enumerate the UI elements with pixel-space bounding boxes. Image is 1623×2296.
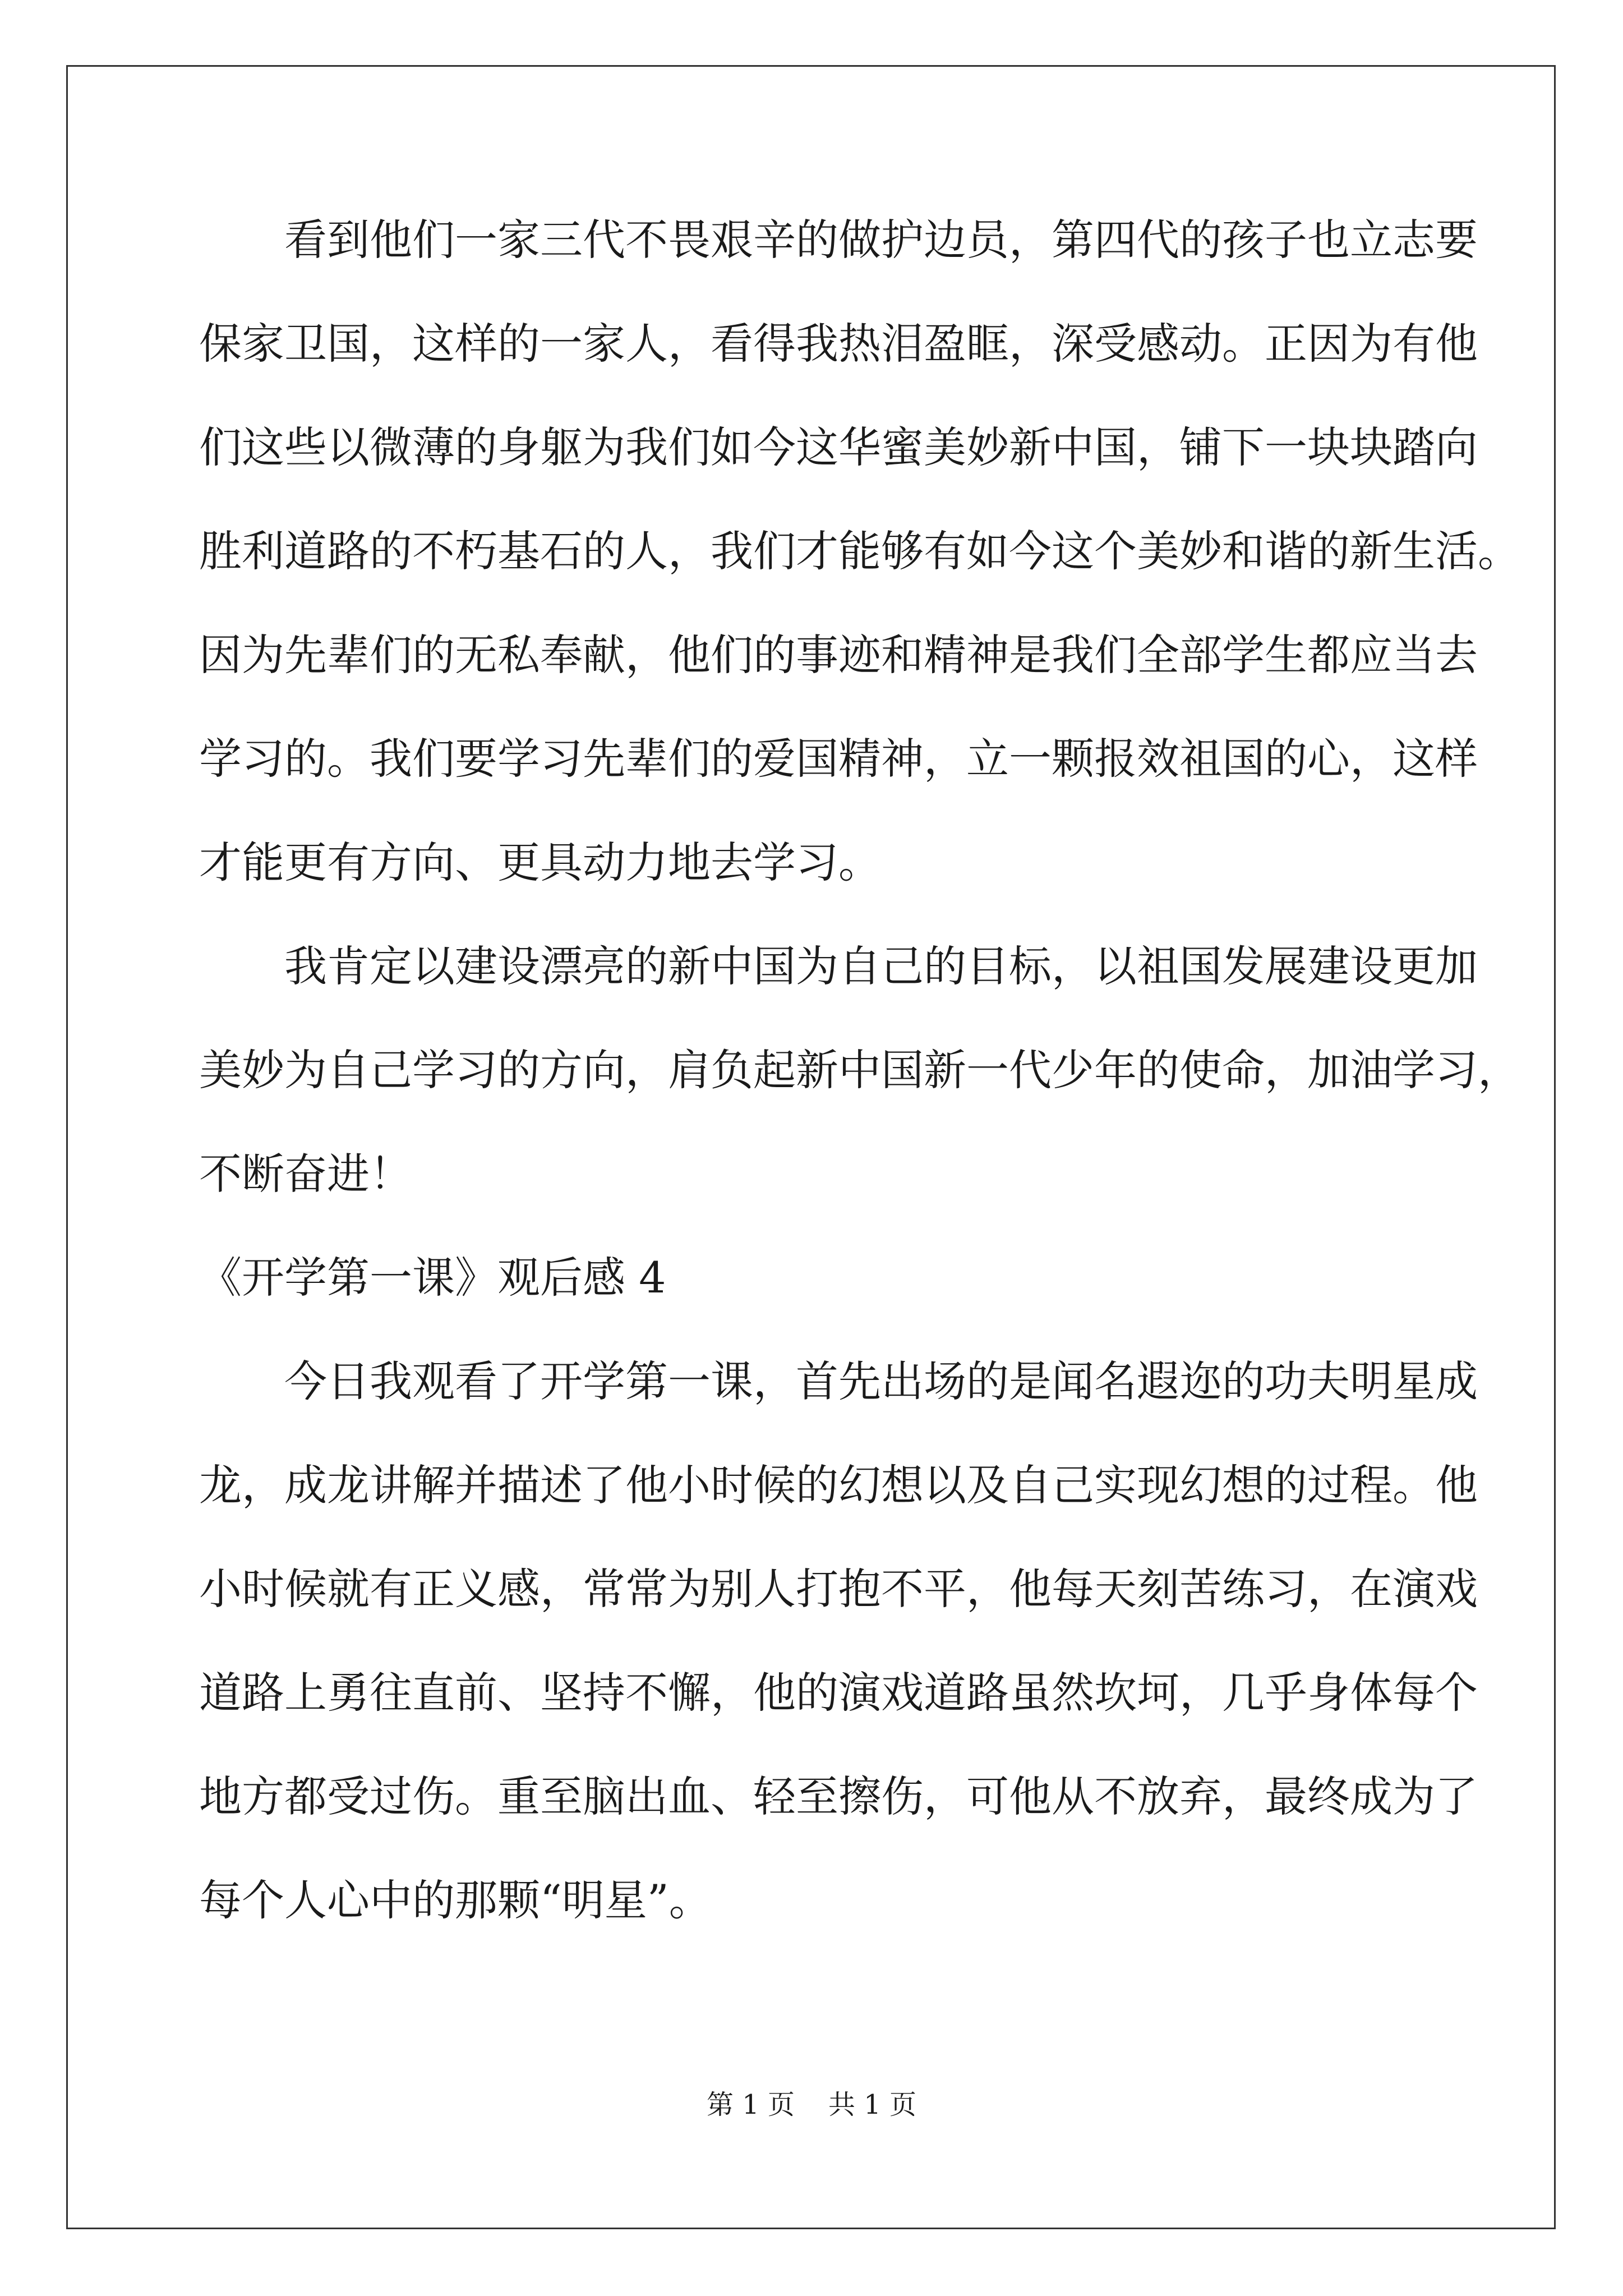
- text-line: 每个人心中的那颗“明星”。: [199, 1875, 712, 1925]
- text-line: 今日我观看了开学第一课，首先出场的是闻名遐迩的功夫明星成: [199, 1356, 1478, 1406]
- text-line: 保家卫国，这样的一家人，看得我热泪盈眶，深受感动。正因为有他: [199, 319, 1478, 369]
- text-line: 胜利道路的不朽基石的人，我们才能够有如今这个美妙和谐的新生活。: [199, 526, 1520, 576]
- text-line: 小时候就有正义感，常常为别人打抱不平，他每天刻苦练习，在演戏: [199, 1564, 1478, 1614]
- section-heading: 《开学第一课》观后感 4: [199, 1253, 666, 1303]
- text-line: 龙，成龙讲解并描述了他小时候的幻想以及自己实现幻想的过程。他: [199, 1460, 1478, 1510]
- text-line: 们这些以微薄的身躯为我们如今这华蜜美妙新中国，铺下一块块踏向: [199, 422, 1478, 472]
- text-line: 我肯定以建设漂亮的新中国为自己的目标，以祖国发展建设更加: [199, 941, 1478, 991]
- document-body: [199, 213, 1520, 1977]
- text-line: 美妙为自己学习的方向，肩负起新中国新一代少年的使命，加油学习，: [199, 1045, 1520, 1095]
- text-line: 因为先辈们的无私奉献，他们的事迹和精神是我们全部学生都应当去: [199, 630, 1478, 680]
- text-line: 才能更有方向、更具动力地去学习。: [199, 838, 881, 887]
- page-footer: [0, 2088, 1623, 2122]
- page-total: 共 1 页: [828, 2089, 917, 2120]
- text-line: 学习的。我们要学习先辈们的爱国精神，立一颗报效祖国的心，这样: [199, 734, 1478, 784]
- text-line: 地方都受过伤。重至脑出血、轻至擦伤，可他从不放弃，最终成为了: [199, 1772, 1478, 1821]
- text-line: 道路上勇往直前、坚持不懈，他的演戏道路虽然坎坷，几乎身体每个: [199, 1668, 1478, 1718]
- page-number: 第 1 页: [706, 2089, 795, 2120]
- text-line: 不断奋进！: [199, 1149, 412, 1199]
- text-line: 看到他们一家三代不畏艰辛的做护边员，第四代的孩子也立志要: [199, 215, 1478, 265]
